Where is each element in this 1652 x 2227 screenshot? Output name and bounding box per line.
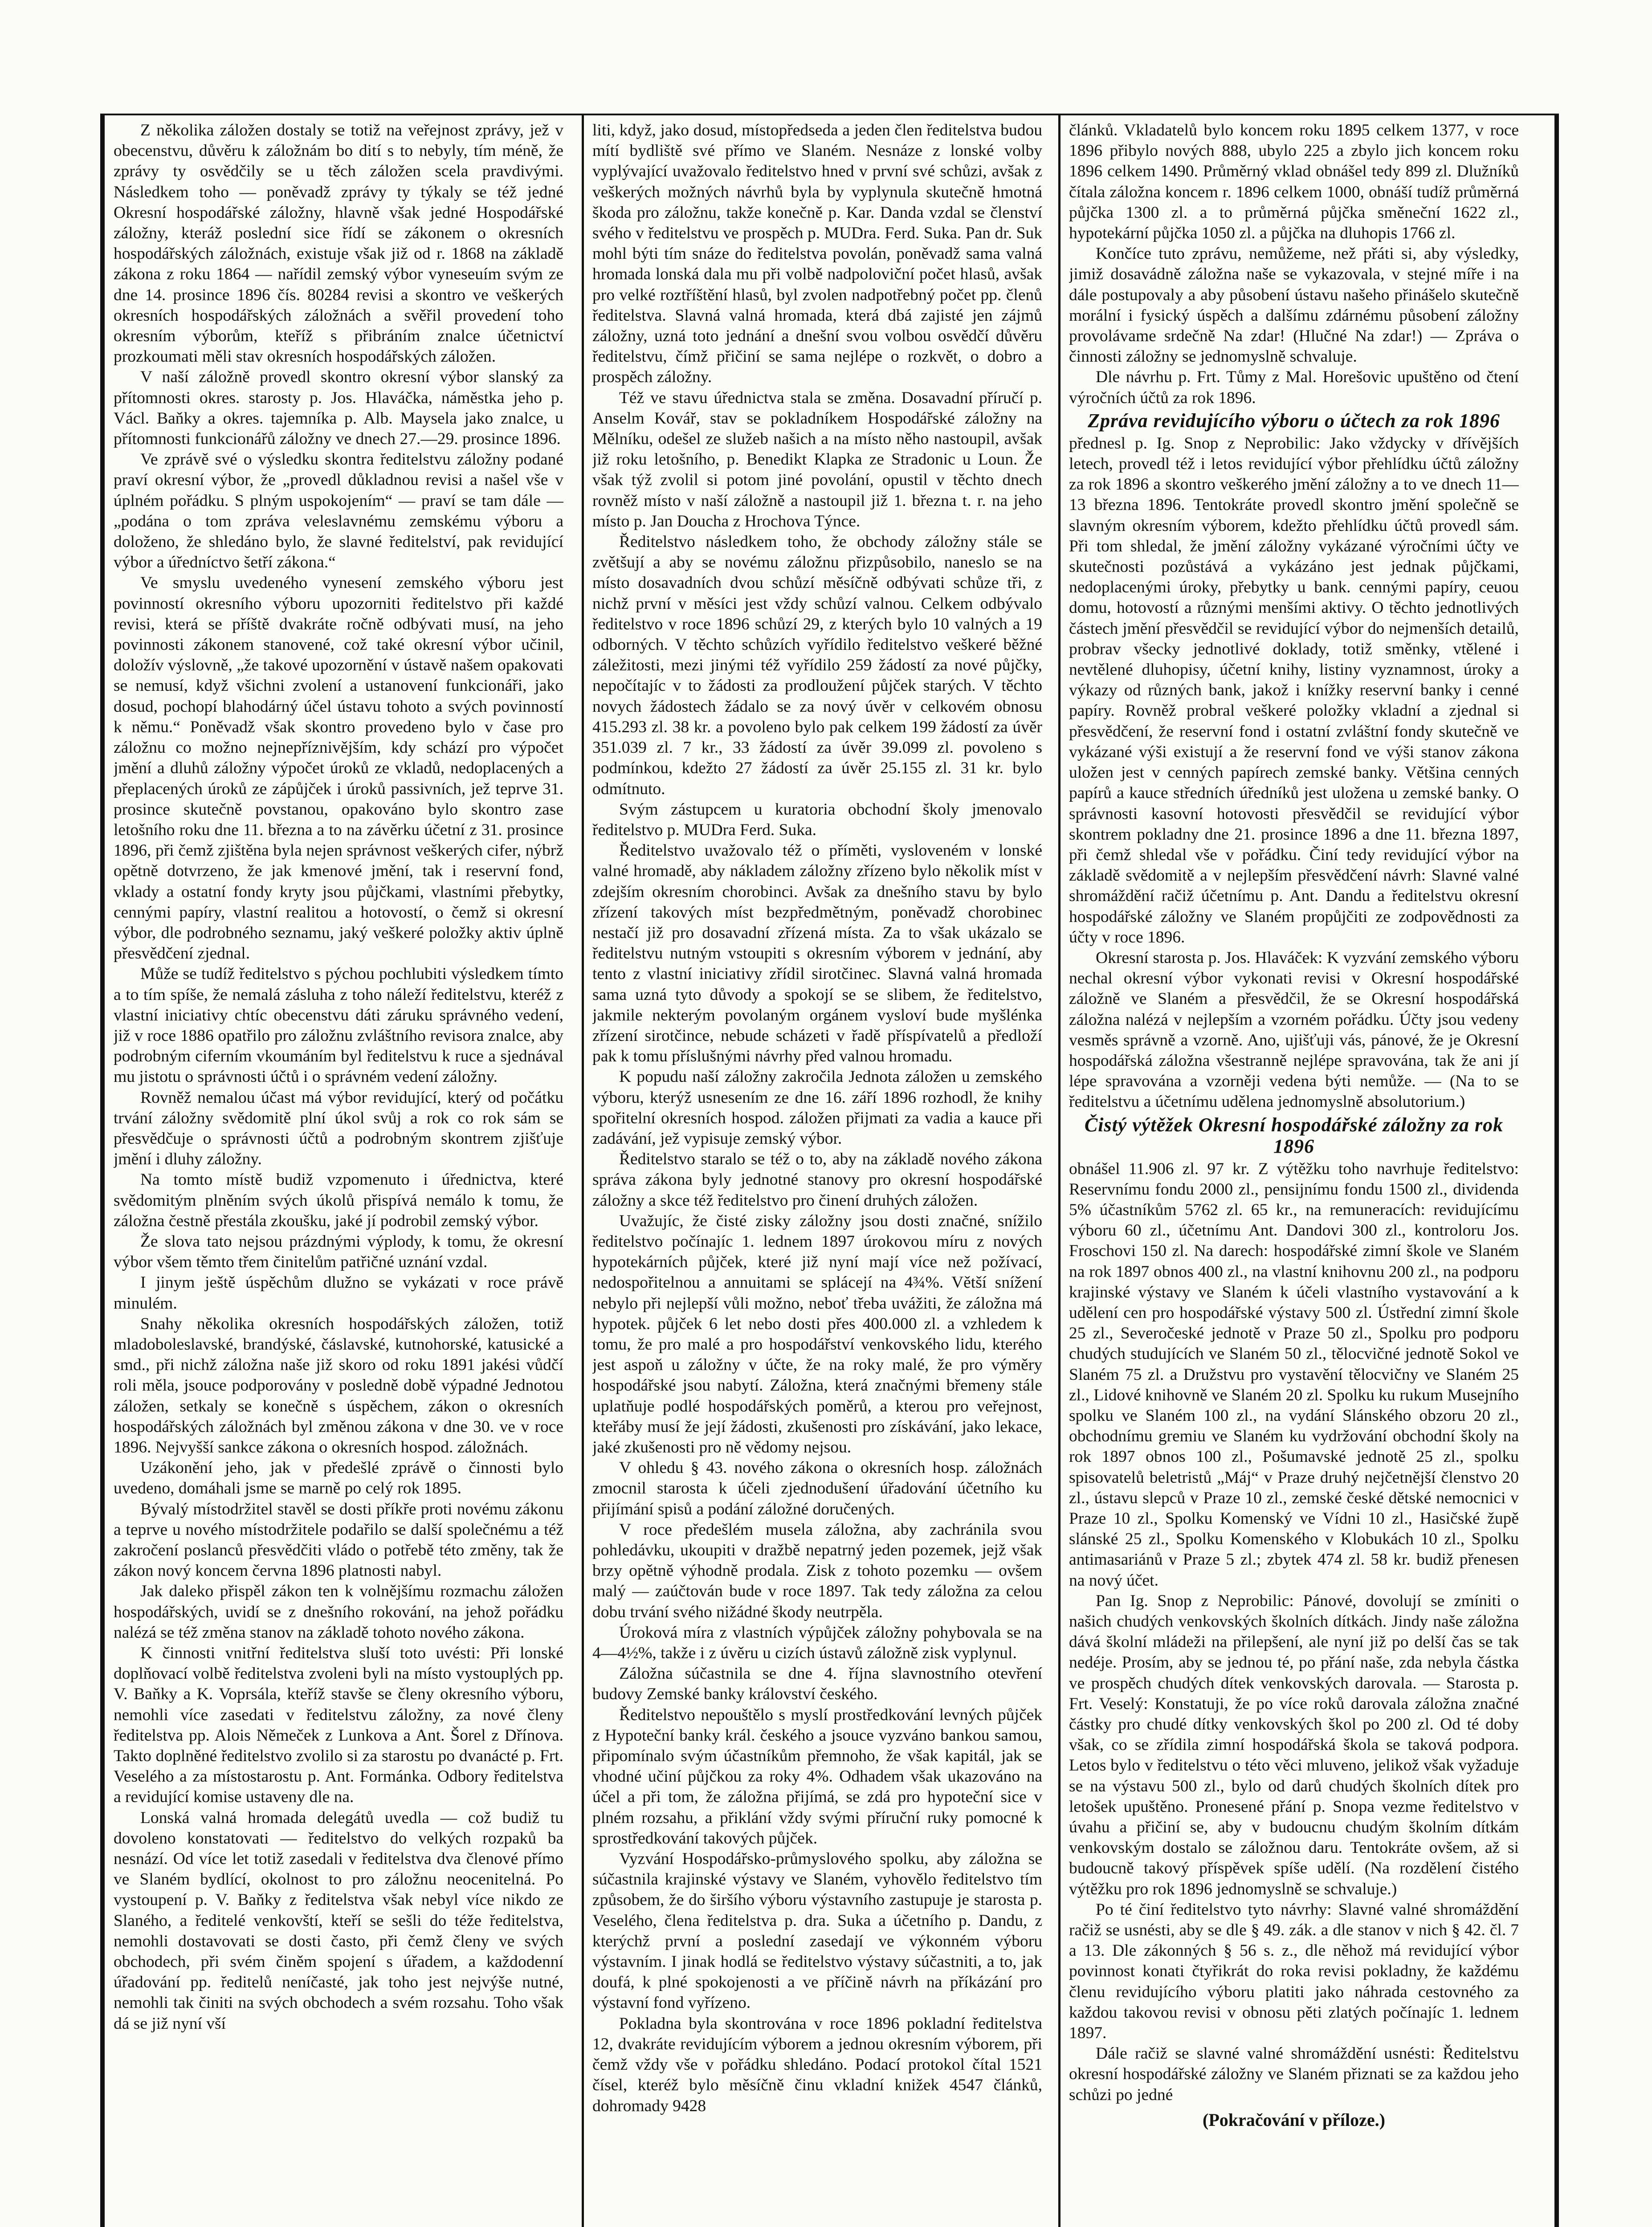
paragraph: I jinym ještě úspěchům dlužno se vykázati v roce právě minulém.: [114, 1273, 563, 1313]
paragraph: Končíce tuto zprávu, nemůžeme, než přáti si, aby výsledky, jimiž dosavádně záložna naše se vykazovala, v stejné míře i na dále postupovaly a aby působení ústavu našeho přinášelo skutečně morální i fysický úspěch a dalšímu zdárnému působení záložny provolávame srdečně Na zdar! (Hlučné Na zdar!) — Zpráva o činnosti záložny se jednomyslně schvaluje.: [1069, 245, 1519, 366]
profit-heading: Čistý výtěžek Okresní hospodářské záložny za rok 1896: [1084, 1114, 1504, 1157]
paragraph: Uvažujíc, že čisté zisky záložny jsou dosti značné, snížilo ředitelstvo počínajíc 1. lednem 1897 úrokovou míru z nových hypotekárních půjček, které již nyní mají více než požívací, nedospořitelnou a annuitami se splácejí na 4¾%. Větší snížení nebylo při nejlepší vůli možno, neboť třeba uvážiti, že záložna má hypotek. půjček 6 let nebo dosti přes 400.000 zl. a vzhledem k tomu, že pro malé a pro hospodářství venkovského lidu, kterého jest aspoň u záložny v účte, že na roky malé, že pro výměry hospodářské jsou nabytí. Záložna, která značnými břemeny stále uplatňuje podlé hospodářských poměrů, a kterou pro veřejnost, kteřáby musí že její žádosti, zkušenosti pro získávání, jako lekace, jaké zkušenosti pro ně vědomy nejsou.: [592, 1211, 1042, 1456]
paragraph: Pokladna byla skontrována v roce 1896 pokladní ředitelstva 12, dvakráte revidujícím výborem a jednou okresním výborem, při čemž vždy vše v pořádku shledáno. Podací protokol čítal 1521 čísel, kteréž bylo měsíčně činu vkladní knižek 4547 článků, dohromady 9428: [592, 2014, 1042, 2115]
column-divider: [582, 115, 584, 2227]
paragraph: Úroková míra z vlastních výpůjček záložny pohybovala se na 4—4½%, takže i z úvěru u cizích ústavů záložně zisk vyplynul.: [592, 1623, 1042, 1663]
paragraph: přednesl p. Ig. Snop z Neprobilic: Jako vždycky v dřívějších letech, provedl též i letos revidující výbor přehlídku účtů záložny za rok 1896 a skontro veškerého jmění záložny a to ve dnech 11—13 března 1896. Tentokráte provedl skontro jmění společně se slavným okresním výborem, kdežto přehlídku účtů provedl sám. Při tom shledal, že jmění záložny vykázané výročními účty ve skutečnosti pozůstává a vykázáno jest jednak půjčkami, nedoplacenými úroky, přebytky u bank. cennými papíry, ceuou domu, hotovostí a různými menšími aktivy. O těchto jednotlivých částech jmění přesvědčil se revidující výbor do nejmenších detailů, probrav všecky jednotlivé doklady, totiž směnky, vtělené i nevtělené dluhopisy, účetní knihy, listiny vyznamnost, úroky a výkazy od různých bank, jakož i knížky reservní banky i cenné papíry. Rovněž probral veškeré položky vkladní a zjednal si přesvědčení, že reservní fond i ostatní zvláštní fondy skutečně ve vykázané výši existují a že reservní fond ve výši stanov zákona uložen jest v cenných papírech zemské banky. Většina cenných papírů a kauce středních úředníků jest uložena u zemské banky. O správnosti kasovní hotovosti přesvědčil se revidující výbor skontrem pokladny dne 21. prosince 1896 a dne 11. března 1897, při čemž shledal vše v pořádku. Činí tedy revidující výbor na základě svědomitě a v nejlepším přesvědčení návrh: Slavné valné shromáždění račiž účetnímu p. Ant. Dandu a ředitelstvu okresní hospodářské záložny ve Slaném propůjčiti ze zodpovědnosti za účty v roce 1896.: [1069, 434, 1519, 946]
paragraph: Rovněž nemalou účast má výbor revidující, který od počátku trvání záložny svědomitě plní úkol svůj a rok co rok sám se přesvědčuje o správnosti účtů a podrobným skontrem zjišťuje jmění i dluhy záložny.: [114, 1088, 563, 1169]
paragraph: Svým zástupcem u kuratoria obchodní školy jmenovalo ředitelstvo p. MUDra Ferd. Suka.: [592, 800, 1042, 839]
paragraph: Dále račiž se slavné valné shromáždění usnésti: Ředitelstvu okresní hospodářské záložny ve Slaném přiznati se za každou jeho schůzi po jedné: [1069, 2044, 1519, 2104]
paragraph: Ředitelstvo následkem toho, že obchody záložny stále se zvětšují a aby se novému záložnu přizpůsobilo, naneslo se na místo dosavadních dvou schůzí měsíčně odbývati schůze tři, z nichž první v měsíci jest vždy schůzí valnou. Celkem odbývalo ředitelstvo v roce 1896 schůzí 29, z kterých bylo 10 valných a 19 odborných. V těchto schůzích vyřídilo ředitelstvo veškeré běžné záležitosti, mezi jinými též vyřídilo 259 žádostí za nové půjčky, nepočítajíc v to žádosti za prodloužení půjček starých. V těchto novych žádostech žádalo se za nový úvěr v celkovém obnosu 415.293 zl. 38 kr. a povoleno bylo pak celkem 199 žádostí za úvěr 351.039 zl. 7 kr., 33 žádostí za úvěr 39.099 zl. povoleno s podmínkou, kdežto 27 žádostí za úvěr 25.155 zl. 31 kr. bylo odmítnuto.: [592, 533, 1042, 798]
paragraph: K činnosti vnitřní ředitelstva sluší toto uvésti: Při lonské doplňovací volbě ředitelstva zvoleni byli na místo vystouplých pp. V. Baňky a K. Voprsála, kteříž stavše se členy okresního výboru, nemohli více zasedati v ředitelstvu záložny, za nové členy ředitelstva pp. Alois Němeček z Lunkova a Ant. Šorel z Dřínova. Takto doplněné ředitelstvo zvolilo si za starostu po dvanácté p. Frt. Veselého a za místostarostu p. Ant. Formánka. Odbory ředitelstva a revidující komise ustaveny dle na.: [114, 1644, 563, 1807]
paragraph: Že slova tato nejsou prázdnými výplody, k tomu, že okresní výbor všem těmto třem činitelům patřičné uznání vzdal.: [114, 1232, 563, 1272]
paragraph: K popudu naší záložny zakročila Jednota záložen u zemského výboru, kterýž usnesením ze dne 16. září 1896 rozhodl, že knihy spořitelní okresních hospod. záložen přijmati za vadia a kauce při zadávání, jež vypisuje zemský výbor.: [592, 1068, 1042, 1148]
paragraph: Uzákonění jeho, jak v předešlé zprávě o činnosti bylo uvedeno, domáhali jsme se marně po celý rok 1895.: [114, 1459, 563, 1498]
text-column-3: [1069, 120, 1519, 2227]
paragraph: obnášel 11.906 zl. 97 kr. Z výtěžku toho navrhuje ředitelstvo: Reservnímu fondu 2000 zl., pensijnímu fondu 1500 zl., dividenda 5% účastníkům 5762 zl. 65 kr., na remuneracích: revidujícímu výboru 60 zl., účetnímu Ant. Dandovi 300 zl., kontroloru Jos. Froschovi 150 zl. Na darech: hospodářské zimní škole ve Slaném na rok 1897 obnos 400 zl., na vlastní knihovnu 200 zl., na podporu krajinské výstavy ve Slaném k účeli vlastního vystavování a k udělení cen pro hospodářské výstavy 500 zl. Ústřední zimní škole 25 zl., Severočeské jednotě v Praze 50 zl., Spolku pro podporu chudých studujících ve Slaném 50 zl., tělocvičné jednotě Sokol ve Slaném 75 zl. a Družstvu pro vystavění tělocvičny ve Slaném 25 zl., Lidové knihovně ve Slaném 20 zl. Spolku ku rukum Musejního spolku ve Slaném 100 zl., na vydání Slánského obzoru 20 zl., obchodnímu gremiu ve Slaném ku vydržování obchodní školy na rok 1897 obnos 100 zl., Pošumavské jednotě 25 zl., spolku spisovatelů beletristů „Máj“ v Praze druhý nejčetnější členstvo 20 zl., ústavu slepců v Praze 10 zl., zemské české dětské nemocnici v Praze 10 zl., Spolku Komenský ve Vídni 10 zl., Hasičské župě slánské 25 zl., Spolku Komenského v Klobukách 10 zl., Spolku antimasariánů v Praze 5 zl.; zbytek 474 zl. 58 kr. budiž přenesen na nový účet.: [1069, 1159, 1519, 1590]
continuation-note: (Pokračování v příloze.): [1203, 2109, 1385, 2130]
paragraph: článků. Vkladatelů bylo koncem roku 1895 celkem 1377, v roce 1896 přibylo nových 888, ubylo 225 a zbylo jich koncem roku 1896 celkem 1490. Průměrný vklad obnášel tedy 899 zl. Dlužníků čítala záložna koncem r. 1896 celkem 1000, obnáší tudíž průměrná půjčka 1300 zl. a to průměrná půjčka směneční 1622 zl., hypotekární půjčka 1050 zl. a půjčka na dluhopis 1766 zl.: [1069, 121, 1519, 243]
paragraph: Může se tudíž ředitelstvo s pýchou pochlubiti výsledkem tímto a to tím spíše, že nemalá zásluha z toho náleží ředitelstvu, kteréž z vlastní iniciativy chtíc obecenstvu dáti záruku správného vedení, již v roce 1886 opatřilo pro záložnu zvláštního revisora znalce, aby podrobným ciferním vkoumáním byl ředitelstvu k ruce a sjednával mu jistotu o správnosti účtů i o správném vedení záložny.: [114, 965, 563, 1086]
paragraph: Ve smyslu uvedeného vynesení zemského výboru jest povinností okresního výboru upozorniti ředitelstvo při každé revisi, která se příště dvakráte ročně odbývati musí, na jeho povinnosti zákonem stanovené, což také okresní výbor učinil, doložív výslovně, „že takové upozornění v ústavě našem opakovati se nemusí, když všichni zvolení a ustanovení funkcionáři, jako dosud, pochopí blahodárný účel ústavu tohoto a svých povinností k němu.“ Poněvadž však skontro provedeno bylo v čase pro záložnu co možno nejnepříznivějším, kdy schází pro výpočet jmění a dluhů záložny výpočet úroků ze vkladů, nedoplacených a přeplacených úroků ze zápůjček i úroků passivních, jež teprve 31. prosince skutečně povstanou, opakováno bylo skontro zase letošního roku dne 11. března a to na závěrku účetní z 31. prosince 1896, při čemž zjištěna byla nejen správnost veškerých cifer, nýbrž opětně dotvrzeno, že jak kmenové jmění, tak i reservní fond, vklady a ostatní fondy kryty jsou půjčkami, vlastními přebytky, cennými papíry, vlastní realitou a hotovostí, o čemž si okresní výbor, dle podrobného seznamu, jaký veškeré položky aktiv úplně přesvědčení zjednal.: [114, 574, 563, 963]
paragraph: Vyzvání Hospodářsko-průmyslového spolku, aby záložna se súčastnila krajinské výstavy ve Slaném, vyhovělo ředitelstvo tím způsobem, že do širšího výboru výstavního zastupuje je starosta p. Veselého, člena ředitelstva p. dra. Suka a účetního p. Dandu, z kterýchž první a poslední zasedají ve výkonném výboru výstavním. I jinak hodlá se ředitelstvo výstavy súčastniti, a to, jak doufá, k plné spokojenosti a ve příčině návrh na příkázání pro výstavní fond vyřízeno.: [592, 1850, 1042, 2012]
paragraph: Ředitelstvo nepouštělo s myslí prostředkování levných půjček z Hypoteční banky král. českého a jsouce vyzváno bankou samou, připomínalo svým účastníkům přemnoho, že však kapitál, jak se vhodné učiní půjčkou za roky 4%. Odhadem však ukazováno na účel a při tom, že záložna přijímá, se zdá pro hypoteční sice v plném rozsahu, a přiklání vždy svými příruční ruky pomocné k sprostředkování takových půjček.: [592, 1705, 1042, 1848]
paragraph: Po té činí ředitelstvo tyto návrhy: Slavné valné shromáždění račiž se usnésti, aby se dle § 49. zák. a dle stanov v nich § 42. čl. 7 a 13. Dle zákonných § 56 s. z., dle něhož má revidující výbor povinnost konati čtyřikrát do roka revisi pokladny, že každému členu revidujícího výboru platiti jako náhrada cestovného za každou takovou revisi v obnosu pěti zlatých počínajíc 1. lednem 1897.: [1069, 1900, 1519, 2043]
paragraph: Z několika záložen dostaly se totiž na veřejnost zprávy, jež v obecenstvu, důvěru k záložnám bo dití s to nebyly, tím méně, že zprávy ty osvědčily se u těch záložen scela pravdivými. Následkem toho — poněvadž zprávy ty týkaly se též jedné Okresní hospodářské záložny, hlavně však jedné Hospodářské záložny, kteráž poslední sice řídí se zákonem o okresních hospodářských záložnách, existuje však již od r. 1868 na základě zákona z roku 1864 — nařídil zemský výbor vyneseuím svým ze dne 14. prosince 1896 čís. 80284 revisi a skontro ve veškerých okresních hospodářských záložnách a svěřil provedení toho okresním výborům, kteříž s přibráním znalce účetnictví prozkoumati měli stav okresních hospodářských záložen.: [114, 121, 563, 366]
paragraph: Ředitelstvo uvažovalo též o příměti, vysloveném v lonské valné hromadě, aby nákladem záložny zřízeno bylo několik míst v zdejším okresním chorobinci. Avšak za dnešního stavu by bylo zřízení takových míst bezpředmětným, poněvadž chorobinec nestačí již pro dosavadní zřízená místa. Za to však ukázalo se ředitelstvu nutným vstoupiti s okresním výborem v jednání, aby tento z vlastní iniciativy zřídil sirotčinec. Slavná valná hromada sama uzná tyto důvody a spokojí se se slibem, že ředitelstvo, jakmile nekterým povolaným orgánem vysloví bude myšlénka zřízení sirotčince, nebude scházeti v řadě příspívatelů a předloží pak k tomu příslušnými návrhy před valnou hromadu.: [592, 841, 1042, 1066]
paragraph: Též ve stavu úřednictva stala se změna. Dosavadní příručí p. Anselm Kovář, stav se pokladníkem Hospodářské záložny na Mělníku, odešel ze služeb našich a na místo něho nastoupil, avšak již roku letošního, p. Benedikt Klapka ze Stradonic u Loun. Že však týž zvolil si potom jiné povolání, opustil v těchto dnech rovněž místo v naší záložně a nastoupil již 1. března t. r. na jeho místo p. Jan Doucha z Hrochova Týnce.: [592, 388, 1042, 530]
paragraph: liti, když, jako dosud, místopředseda a jeden člen ředitelstva budou mítí bydliště své přímo ve Slaném. Nesnáze z lonské volby vyplývající uvažovalo ředitelstvo hned v první své schůzi, avšak z veškerých možných návrhů byla by vyplynula skutečně hmotná škoda pro záložnu, takže konečně p. Kar. Danda vzdal se členství svého v ředitelstvu ve prospěch p. MUDra. Ferd. Suka. Pan dr. Suk mohl býti tím snáze do ředitelstva povolán, poněvadž sama valná hromada lonská dala mu při volbě nadpoloviční počet hlasů, avšak pro velké roztříštění hlasů, byl zvolen nadpotřebný počet pp. členů ředitelstva. Slavná valná hromada, která dbá zajisté jen zájmů záložny, uzná toto jednání a dnešní svou volbou osvědčí důvěru ředitelstvu, čímž přičiní se sama nejlépe o rozkvět, o dobro a prospěch záložny.: [592, 121, 1042, 387]
paragraph: Okresní starosta p. Jos. Hlaváček: K vyzvání zemského výboru nechal okresní výbor vykonati revisi v Okresní hospodářské záložně ve Slaném a přesvědčil, že se Okresní hospodářská záložna nalézá v nejlepším a vzorném pořádku. Účty jsou vedeny vesměs správně a vzorně. Ano, ujišťuji vás, pánové, že je Okresní hospodářská záložna všestranně nejlépe spravována, tak že ani jí lépe spravována a vzorněji vedena býti nemůže. — (Na to se ředitelstvu a účetnímu udělena jednomyslně absolutorium.): [1069, 948, 1519, 1111]
text-column-2: [592, 120, 1042, 2227]
paragraph: Snahy několika okresních hospodářských záložen, totiž mladoboleslavské, brandýské, čáslavské, kutnohorské, katusické a smd., při nichž záložna naše již skoro od roku 1891 jakési vůdčí roli měla, jsouce podporovány v posledně době výpadné Jednotou záložen, setkaly se konečně s úspěchem, zákon o okresních hospodářských záložnách byl změnou zákona v dne 30. ve v roce 1896. Nejvyšší sankce zákona o okresních hospod. záložnách.: [114, 1314, 563, 1456]
text-column-1: [114, 120, 563, 2227]
paragraph: Záložna súčastnila se dne 4. října slavnostního otevření budovy Zemské banky království českého.: [592, 1664, 1042, 1704]
paragraph: Pan Ig. Snop z Neprobilic: Pánové, dovolují se zmíniti o našich chudých venkovských školních dítkách. Jindy naše záložna dává školní mládeži na přilepšení, ale nyní již po delší čas se tak nedéje. Prosím, aby se jednou té, po přání naše, zda nebyla částka ve prospěch chudých dítek venkovských darovala. — Starosta p. Frt. Veselý: Konstatuji, že po více roků darovala záložna značné částky pro chudé dítky venkovských škol po 200 zl. Od té doby však, co se zřídila zimní hospodářská škola se taková podpora. Letos bylo v ředitelstvu o této věci mluveno, jelikož však vyžaduje se na výstavu 500 zl., bylo od darů chudých školních dítek pro letošek upuštěno. Pronesené přání p. Snopa vezme ředitelstvo v úvahu a přičiní se, aby v budoucnu chudým školním dítkám venkovským dostalo se záložnou daru. Tentokráte ovšem, až si budoucně takový příspěvek spíše udělí. (Na rozdělení čistého výtěžku pro rok 1896 jednomyslně se schvaluje.): [1069, 1591, 1519, 1898]
paragraph: V naší záložně provedl skontro okresní výbor slanský za přítomnosti okres. starosty p. Jos. Hlaváčka, náměstka jeho p. Václ. Baňky a okres. tajemníka p. Alb. Maysela jako znalce, u přítomnosti funkcionářů záložny ve dnech 27.—29. prosince 1896.: [114, 368, 563, 449]
column-divider: [1058, 115, 1061, 2227]
paragraph: Lonská valná hromada delegátů uvedla — což budiž tu dovoleno konstatovati — ředitelstvo do velkých rozpaků ba nesnází. Od více let totiž zasedali v ředitelstva dva členové přímo ve Slaném bydlící, okolnost to pro záložnu neocenitelná. Po vystoupení p. V. Baňky z ředitelstva však nebyl více nikdo ze Slaného, a ředitelé venkovští, kteří se sešli do téže ředitelstva, nemohli dostavovati se dosti často, při čemž členy ve svých obchodech, při svém činěm spojení s úřadem, a každodenní úřadování pp. ředitelů neníčasté, jak toho jest nejvýše nutné, nemohli tak činiti na svých obchodech a svém rozsahu. Toho však dá se již nyní vší: [114, 1808, 563, 2033]
report-heading: Zpráva revidujícího výboru o účtech za rok 1896: [1088, 409, 1500, 432]
paragraph: Dle návrhu p. Frt. Tůmy z Mal. Horešovic upuštěno od čtení výročních účtů za rok 1896.: [1069, 368, 1519, 407]
paragraph: V roce předešlém musela záložna, aby zachránila svou pohledávku, ukoupiti v dražbě nepatrný jeden pozemek, jejž však brzy opětně výhodně prodala. Zisk z tohoto pozemku — ovšem malý — zaúčtován bude v roce 1897. Tak tedy záložna za celou dobu trvání svého nižádné škody neutrpěla.: [592, 1520, 1042, 1621]
paragraph: Ve zprávě své o výsledku skontra ředitelstvu záložny podané praví okresní výbor, že „provedl důkladnou revisi a našel vše v úplném pořádku. S plným uspokojením“ — praví se tam dále — „podána o tom zpráva veleslavnému zemskému výboru a doloženo, že shledáno bylo, že slavné ředitelství, pak revidující výbor a úředníctvo šetří zákona.“: [114, 450, 563, 572]
paragraph: Na tomto místě budiž vzpomenuto i úřednictva, které svědomitým plněním svých úkolů přispívá nemálo k tomu, že záložna čestně přestála zkoušku, jaké jí podrobil zemský výbor.: [114, 1171, 563, 1230]
paragraph: Jak daleko přispěl zákon ten k volnějšímu rozmachu záložen hospodářských, uvidí se z dnešního rokování, na jehož pořádku nalézá se též změna stanov na základě tohoto nového zákona.: [114, 1582, 563, 1642]
paragraph: V ohledu § 43. nového zákona o okresních hosp. záložnách zmocnil starosta k účeli zjednodušení úřadování účetního ku přijímání spisů a podání záložné doručených.: [592, 1459, 1042, 1518]
paragraph: Ředitelstvo staralo se též o to, aby na základě nového zákona správa zákona byly jednotné stanovy pro okresní hospodářské záložny a skce též ředitelstvo pro činení druhých záložen.: [592, 1150, 1042, 1210]
paragraph: Bývalý místodržitel stavěl se dosti příkře proti novému zákonu a teprve u nového místodržitele podařilo se další společnému a též zakročení poslanců přesvědčiti vládo o potřebě této změny, tak že zákon nový koncem června 1896 platnosti nabyl.: [114, 1500, 563, 1580]
